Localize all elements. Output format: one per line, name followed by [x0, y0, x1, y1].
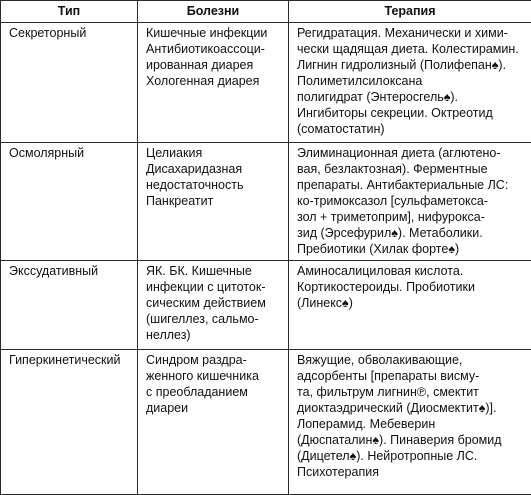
therapy-line: чески щадящая диета. Колестирамин. [297, 41, 525, 57]
table-row [1, 261, 531, 350]
therapy-cell [289, 143, 531, 261]
therapy-line: (Дюспаталин♠). Пинаверия бромид [297, 432, 525, 448]
therapy-line: Вяжущие, обволакивающие, [297, 352, 525, 368]
therapy-line: Элиминационная диета (аглютено- [297, 145, 525, 161]
header-therapy: Терапия [289, 1, 531, 23]
therapy-line: Регидратация. Механически и хими- [297, 25, 525, 41]
therapy-line: вая, безлактозная). Ферментные [297, 161, 525, 177]
header-type: Тип [1, 1, 138, 23]
diseases-line: недостаточность [146, 177, 282, 193]
therapy-line: (Дицетел♠). Нейротропные ЛС. [297, 448, 525, 464]
therapy-cell [289, 350, 531, 495]
diseases-line: Кишечные инфекции [146, 25, 282, 41]
therapy-line: ко-тримоксазол [сульфаметокса- [297, 193, 525, 209]
diseases-cell [138, 23, 289, 143]
therapy-cell [289, 261, 531, 350]
diseases-line: Панкреатит [146, 193, 282, 209]
diseases-line: Антибиотикоассоци- [146, 41, 282, 57]
therapy-cell [289, 23, 531, 143]
therapy-line: Ингибиторы секреции. Октреотид [297, 105, 525, 121]
therapy-line: (Линекс♠) [297, 295, 525, 311]
therapy-line: Кортикостероиды. Пробиотики [297, 279, 525, 295]
diseases-line: (шигеллез, сальмо- [146, 311, 282, 327]
diseases-line: Целиакия [146, 145, 282, 161]
therapy-line: полигидрат (Энтеросгель♠). [297, 89, 525, 105]
diseases-line: сическим действием [146, 295, 282, 311]
table-row [1, 350, 531, 495]
therapy-line: Лоперамид. Мебеверин [297, 416, 525, 432]
table-header-row [1, 1, 531, 23]
therapy-line: та, фильтрум лигнин℗, смектит [297, 384, 525, 400]
table-row [1, 23, 531, 143]
diseases-line: женного кишечника [146, 368, 282, 384]
therapy-line: Пребиотики (Хилак форте♠) [297, 241, 525, 257]
diseases-line: Хологенная диарея [146, 73, 282, 89]
type-cell: Гиперкинетический [1, 350, 138, 495]
type-cell: Секреторный [1, 23, 138, 143]
diseases-cell [138, 261, 289, 350]
therapy-line: препараты. Антибактериальные ЛС: [297, 177, 525, 193]
diseases-cell [138, 143, 289, 261]
diseases-line: инфекции с цитоток- [146, 279, 282, 295]
therapy-line: адсорбенты [препараты висму- [297, 368, 525, 384]
type-cell: Экссудативный [1, 261, 138, 350]
diseases-cell [138, 350, 289, 495]
table-row [1, 143, 531, 261]
diseases-line: неллез) [146, 327, 282, 343]
therapy-line: Лигнин гидролизный (Полифепан♠). [297, 57, 525, 73]
therapy-line: (соматостатин) [297, 121, 525, 137]
therapy-line: Психотерапия [297, 464, 525, 480]
therapy-line: Полиметилсилоксана [297, 73, 525, 89]
diseases-line: Синдром раздра- [146, 352, 282, 368]
therapy-line: зол + триметоприм], нифуроксa- [297, 209, 525, 225]
therapy-line: Аминосалициловая кислота. [297, 263, 525, 279]
diseases-line: диареи [146, 400, 282, 416]
diseases-line: Дисахаридазная [146, 161, 282, 177]
diseases-line: с преобладанием [146, 384, 282, 400]
diseases-line: ЯК. БК. Кишечные [146, 263, 282, 279]
header-diseases: Болезни [138, 1, 289, 23]
therapy-line: зид (Эрсефурил♠). Метаболики. [297, 225, 525, 241]
type-cell: Осмолярный [1, 143, 138, 261]
diseases-line: ированная диарея [146, 57, 282, 73]
therapy-line: диоктаэдрический (Диосмектит♠)]. [297, 400, 525, 416]
